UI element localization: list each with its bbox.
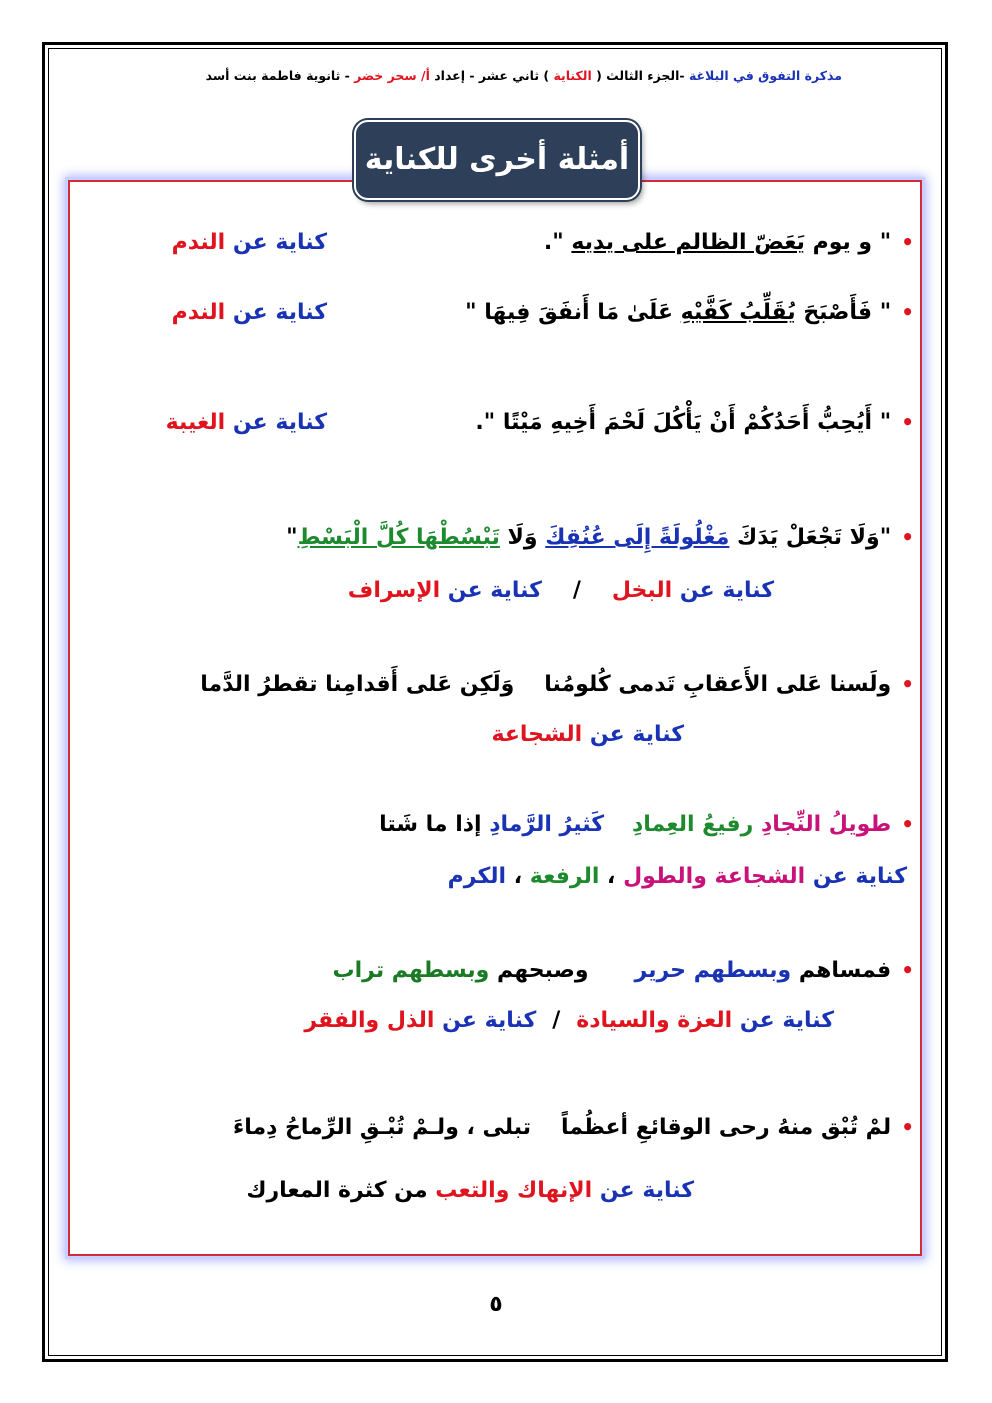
label-meaning: الذل والفقر [304, 1008, 435, 1033]
example-8-label [246, 1178, 694, 1203]
example-highlight: تَبْسُطْهَا كُلَّ الْبَسْطِ [297, 525, 500, 550]
label-meaning: الندم [171, 230, 226, 255]
label-meaning: الشجاعة [491, 722, 583, 747]
bullet-icon: • [901, 230, 914, 254]
example-1 [544, 230, 914, 255]
verse-part: طويلُ النِّجادِ [760, 812, 892, 837]
header-school: - ثانوية فاطمة بنت أسد [205, 68, 355, 83]
verse-part: رفيعُ العِمادِ [632, 812, 754, 837]
example-text: وَلَا [499, 525, 546, 550]
label-prefix: كناية عن [582, 722, 684, 747]
label-meaning: الإنهاك والتعب [435, 1178, 593, 1203]
label-prefix: كناية عن [592, 1178, 694, 1203]
verse-part: إذا ما شَتا [379, 812, 490, 837]
bullet-icon: • [901, 1115, 914, 1139]
example-2-label [172, 300, 327, 325]
label-separator: / [572, 578, 581, 603]
example-7-label [304, 1008, 834, 1033]
verse-part: تبلى ، ولـمْ تُبْـقِ الرِّماحُ دِماءَ [232, 1115, 532, 1140]
label-meaning: الإسراف [347, 578, 441, 603]
example-text: " فَأَصْبَحَ [795, 300, 892, 325]
label-meaning: العزة والسيادة [576, 1008, 733, 1033]
example-6-label [448, 864, 907, 889]
verse-part: وَلَكِن عَلى أَقدامِنا تقطرُ الدَّما [200, 672, 515, 697]
label-meaning: الشجاعة والطول [623, 864, 806, 889]
example-5-label [492, 722, 684, 747]
bullet-icon: • [901, 410, 914, 434]
label-suffix: من كثرة المعارك [246, 1178, 436, 1203]
example-text: " و يوم [804, 230, 892, 255]
example-3-label [166, 410, 327, 435]
header-part: -الجزء الثالث ( [591, 68, 689, 83]
bullet-icon: • [901, 525, 914, 549]
example-4 [286, 525, 914, 550]
example-8 [233, 1115, 914, 1140]
verse-part: وبسطهم حرير [634, 958, 792, 983]
header-author: أ/ سحر خضر [354, 68, 430, 83]
content-panel [68, 180, 922, 1256]
example-4-label [348, 578, 774, 603]
header-grade: ) ثاني عشر - إعداد [429, 68, 554, 83]
example-1-label [172, 230, 327, 255]
label-meaning: الغيبة [165, 410, 226, 435]
verse-part: ولَسنا عَلى الأَعقابِ تَدمى كُلومُنا [544, 672, 892, 697]
verse-part: وبسطهم تراب [332, 958, 490, 983]
label-separator: ، [599, 864, 624, 889]
example-highlight: مَغْلُولَةً إِلَى عُنُقِكَ [545, 525, 730, 550]
label-meaning: الندم [171, 300, 226, 325]
verse-part: لمْ تُبْق منهُ رحى الوقائعِ أعظُماً [561, 1115, 892, 1140]
label-prefix: كناية عن [672, 578, 774, 603]
page-number: ٥ [489, 1292, 503, 1317]
bullet-icon: • [901, 958, 914, 982]
verse-part: فمساهم [791, 958, 892, 983]
label-separator: / [552, 1008, 561, 1033]
label-meaning: البخل [611, 578, 673, 603]
example-highlight: يَعَضّ الظالم على يديه [571, 230, 805, 255]
label-prefix: كناية عن [225, 230, 327, 255]
example-text: عَلَىٰ مَا أَنفَقَ فِيهَا " [465, 300, 681, 325]
label-separator: ، [506, 864, 530, 889]
label-meaning: الكرم [447, 864, 507, 889]
bullet-icon: • [901, 672, 914, 696]
example-highlight: يُقَلِّبُ كَفَّيْهِ [680, 300, 796, 325]
bullet-icon: • [901, 812, 914, 836]
label-meaning: الرفعة [529, 864, 600, 889]
example-2 [465, 300, 914, 325]
verse-part: كَثيرُ الرَّمادِ [489, 812, 604, 837]
header-topic: الكناية [553, 68, 592, 83]
label-prefix: كناية عن [434, 1008, 537, 1033]
example-3 [475, 410, 914, 435]
label-prefix: كناية عن [225, 300, 327, 325]
example-6 [379, 812, 914, 837]
bullet-icon: • [901, 300, 914, 324]
label-prefix: كناية عن [225, 410, 327, 435]
label-prefix: كناية عن [732, 1008, 834, 1033]
header-title: مذكرة التفوق في البلاغة [688, 68, 842, 83]
label-prefix: كناية عن [440, 578, 542, 603]
page-header [60, 68, 842, 83]
section-title: أمثلة أخرى للكناية [354, 120, 640, 200]
example-text: " أَيُحِبُّ أَحَدُكُمْ أَنْ يَأْكُلَ لَحْمَ أَخِيهِ مَيْتًا ". [475, 410, 892, 435]
example-5 [200, 672, 914, 697]
example-text: "وَلَا تَجْعَلْ يَدَكَ [729, 525, 892, 550]
verse-part: وصبحهم [489, 958, 589, 983]
example-text: " [286, 525, 298, 550]
label-prefix: كناية عن [805, 864, 907, 889]
example-text: ". [543, 230, 572, 255]
example-7 [333, 958, 914, 983]
